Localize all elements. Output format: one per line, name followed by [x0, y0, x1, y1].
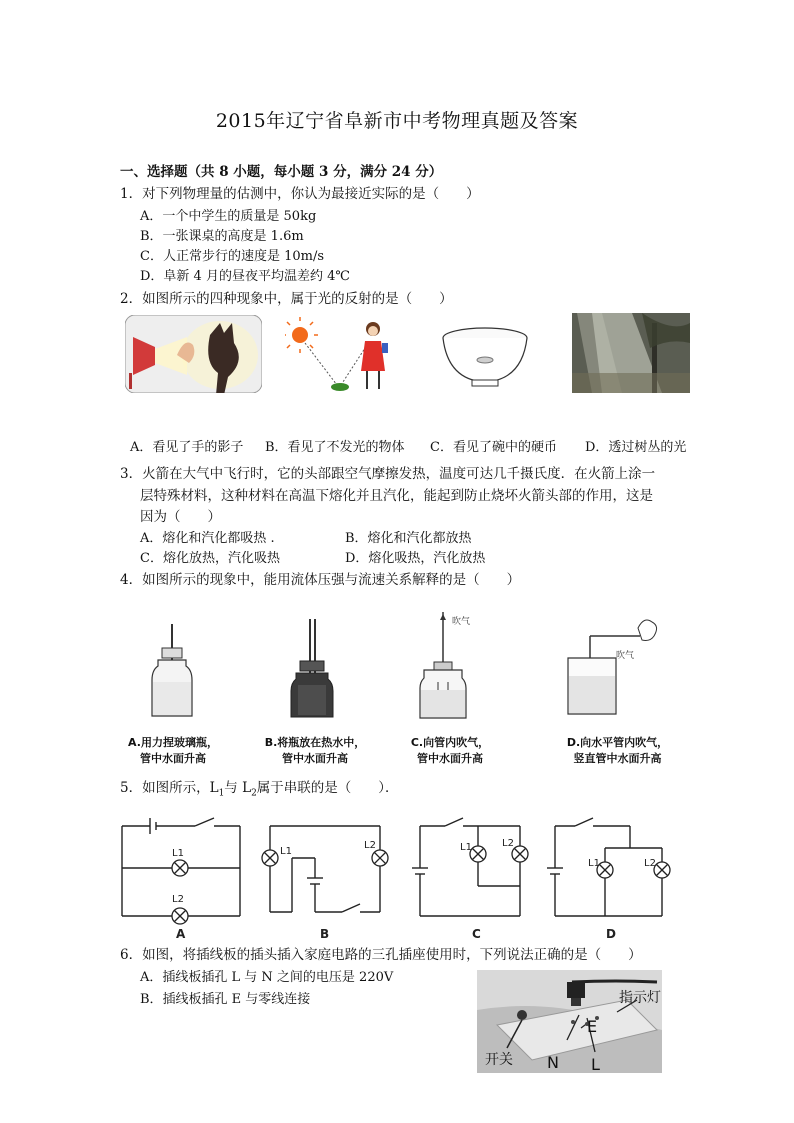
- lamp-b2-icon: [372, 850, 388, 866]
- beaker-d-image: [560, 610, 670, 725]
- lamp-b1-icon: [262, 850, 278, 866]
- power-strip-image: [477, 970, 662, 1073]
- q2-caption-d: D．透过树丛的光: [585, 440, 687, 455]
- bowl-coin-image: [440, 320, 530, 390]
- forest-light-image: [572, 313, 690, 393]
- lamp-a2-icon: [172, 908, 188, 924]
- q4-caption-d-line2: 竖直管中水面升高: [573, 752, 662, 765]
- q2-caption-a: A．看见了手的影子: [130, 440, 244, 455]
- lamp-c1-icon: [470, 846, 486, 862]
- label-b-l2: L2: [364, 840, 376, 851]
- q5-sub2: 2: [251, 788, 257, 799]
- socket-e-label: E: [587, 1017, 598, 1036]
- lamp-d2-icon: [654, 862, 670, 878]
- q1-option-d: D．阜新 4 月的昼夜平均温差约 4℃: [140, 269, 350, 284]
- q1-option-a: A．一个中学生的质量是 50kg: [140, 209, 317, 224]
- q4-caption-c-line2: 管中水面升高: [417, 752, 483, 765]
- switch-label: 开关: [485, 1052, 513, 1068]
- q3-option-b: B．熔化和汽化都放热: [345, 531, 472, 546]
- q4-caption-c-line1: C.向管内吹气，: [410, 736, 490, 749]
- q3-option-c: C．熔化放热，汽化吸热: [140, 551, 280, 566]
- section-heading: 一、选择题（共 8 小题，每小题 3 分，满分 24 分）: [120, 164, 443, 180]
- q4-caption-b-line1: B.将瓶放在热水中，: [264, 736, 366, 749]
- socket-l-label: L: [591, 1055, 600, 1073]
- q2-caption-b: B．看见了不发光的物体: [265, 440, 405, 455]
- q3-stem-line1: 3．火箭在大气中飞行时，它的头部跟空气摩擦发热，温度可达几千摄氏度．在火箭上涂一: [120, 466, 656, 482]
- q5-stem-pre: 5．如图所示，L: [120, 780, 219, 796]
- circuit-diagrams: [110, 812, 690, 942]
- q4-caption-b: [255, 735, 375, 767]
- circuit-c: [412, 818, 520, 916]
- q2-stem: 2．如图所示的四种现象中，属于光的反射的是（ ）: [120, 291, 453, 307]
- circuit-letter-c: C: [472, 927, 481, 941]
- q5-sub1: 1: [218, 788, 225, 799]
- socket-n-label: N: [547, 1053, 559, 1072]
- page-title: 2015年辽宁省阜新市中考物理真题及答案: [215, 110, 579, 132]
- blow-label-c: 吹气: [452, 617, 471, 627]
- lamp-c2-icon: [512, 846, 528, 862]
- q2-caption-c: C．看见了碗中的硬币: [430, 440, 557, 455]
- q4-caption-a-line2: 管中水面升高: [140, 752, 206, 765]
- label-d-l2: L2: [644, 858, 656, 869]
- q4-caption-a: [118, 735, 228, 767]
- q4-caption-b-line2: 管中水面升高: [282, 752, 348, 765]
- blow-label-d: 吹气: [616, 651, 635, 661]
- q3-stem-line2: 层特殊材料，这种材料在高温下熔化并且汽化，能起到防止烧坏火箭头部的作用，这是: [140, 488, 653, 504]
- q6-option-a: A．插线板插孔 L 与 N 之间的电压是 220V: [140, 970, 394, 985]
- q3-option-d: D．熔化吸热，汽化放热: [345, 551, 486, 566]
- q4-stem: 4．如图所示的现象中，能用流体压强与流速关系解释的是（ ）: [120, 572, 521, 588]
- q4-caption-d: [555, 735, 680, 767]
- q5-stem-post: 属于串联的是（ ）．: [256, 780, 399, 796]
- bottle-c-image: [410, 610, 480, 725]
- circuit-letter-d: D: [606, 927, 616, 941]
- bottle-b-image: [290, 615, 335, 720]
- bottle-a-image: [150, 620, 195, 720]
- indicator-label: 指示灯: [619, 990, 661, 1006]
- q3-option-a: A．熔化和汽化都吸热 .: [140, 531, 275, 546]
- q1-option-c: C．人正常步行的速度是 10m/s: [140, 249, 324, 264]
- label-c-l2: L2: [502, 838, 514, 849]
- circuit-letter-b: B: [320, 927, 330, 941]
- circuit-b: [270, 826, 380, 912]
- girl-sun-image: [285, 315, 390, 395]
- q5-stem: [120, 776, 399, 799]
- q4-caption-d-line1: D.向水平管内吹气，: [566, 736, 669, 749]
- lamp-a1-icon: [172, 860, 188, 876]
- q5-stem-mid: 与 L: [224, 780, 252, 796]
- label-b-l1: L1: [280, 846, 292, 857]
- hand-shadow-image: [125, 315, 262, 393]
- q4-caption-c: [395, 735, 505, 767]
- label-c-l1: L1: [460, 842, 472, 853]
- label-d-l1: L1: [588, 858, 600, 869]
- q4-caption-a-line1: A.用力捏玻璃瓶，: [128, 736, 218, 749]
- q6-stem: 6．如图，将插线板的插头插入家庭电路的三孔插座使用时，下列说法正确的是（ ）: [120, 947, 642, 963]
- circuit-letter-a: A: [176, 927, 186, 941]
- q3-stem-line3: 因为（ ）: [140, 509, 221, 525]
- q1-stem: 1．对下列物理量的估测中，你认为最接近实际的是（ ）: [120, 186, 480, 202]
- q6-option-b: B．插线板插孔 E 与零线连接: [140, 992, 311, 1007]
- label-a-l2: L2: [172, 894, 184, 905]
- q1-option-b: B．一张课桌的高度是 1.6m: [140, 229, 304, 244]
- label-a-l1: L1: [172, 848, 184, 859]
